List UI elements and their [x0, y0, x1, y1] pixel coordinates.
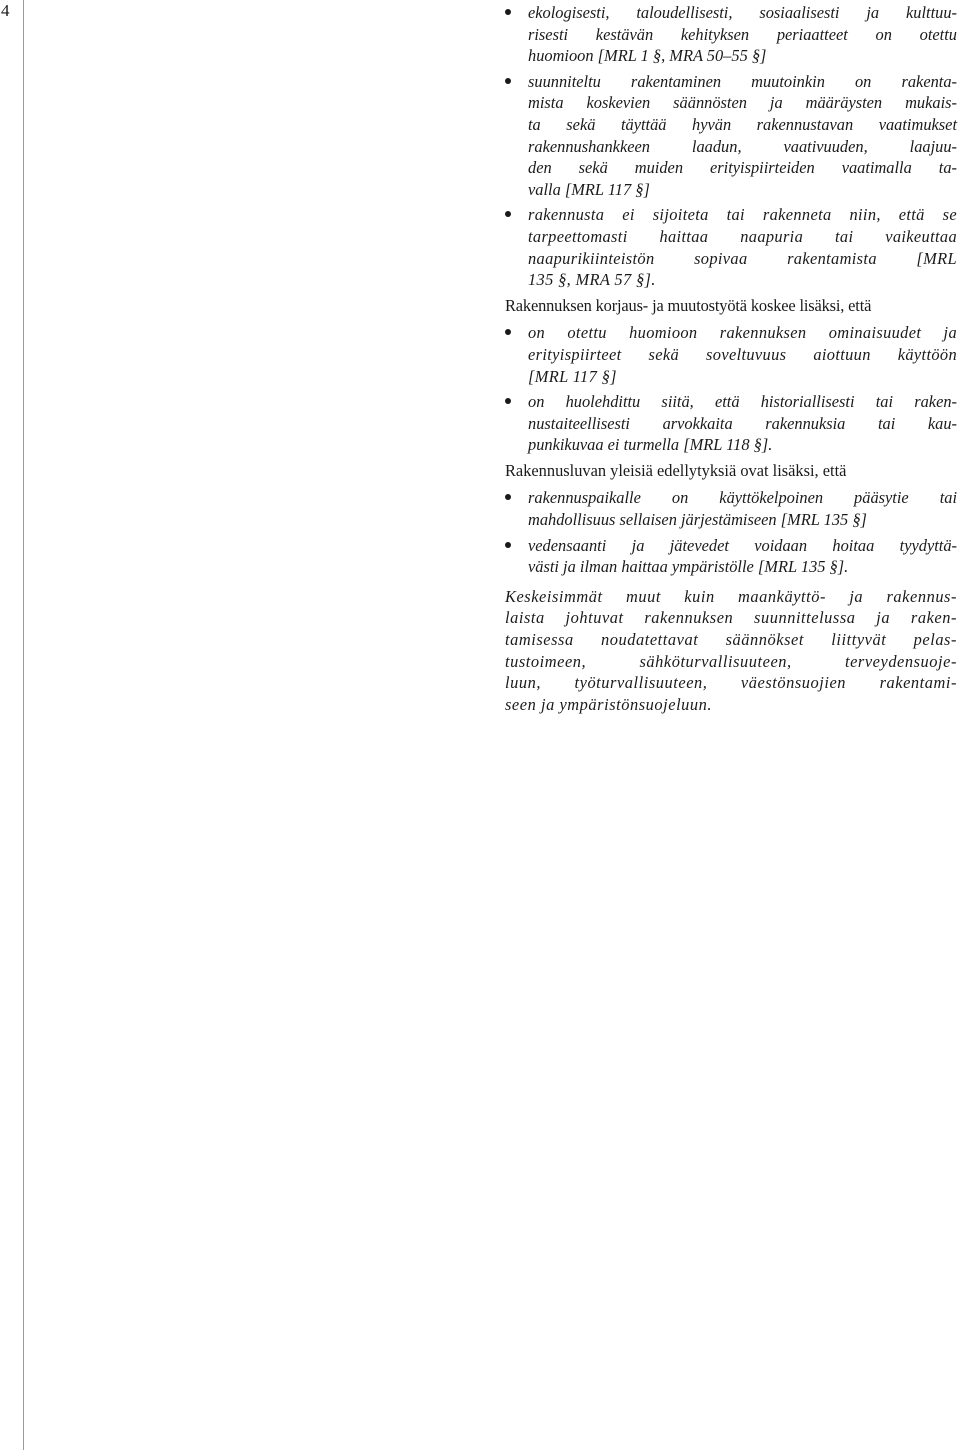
list-item: [505, 322, 957, 387]
text-line: risesti kestävän kehityksen periaatteet on otettu: [528, 24, 957, 44]
text-line: huomioon [MRL 1 §, MRA 50–55 §]: [528, 46, 767, 66]
text-line: on otettu huomioon rakennuksen ominaisuudet ja: [528, 323, 957, 343]
bullet-icon: [505, 494, 511, 500]
list-item: [505, 391, 957, 456]
text-line: erityispiirteet sekä soveltuvuus aiottuun käyttöön: [528, 344, 957, 364]
list-item: [505, 535, 957, 578]
text-line: suunniteltu rakentaminen muutoinkin on rakenta-: [528, 71, 957, 91]
list-item: [505, 487, 957, 530]
text-line: tustoimeen, sähköturvallisuuteen, terveydensuoje-: [505, 651, 957, 671]
margin-rule: [23, 0, 24, 1450]
text-line: nustaiteellisesti arvokkaita rakennuksia tai kau-: [528, 413, 957, 433]
paragraph: [505, 460, 957, 482]
text-line: rakennusta ei sijoiteta tai rakenneta niin, että se: [528, 205, 957, 225]
text-line: punkikuvaa ei turmella [MRL 118 §].: [528, 435, 773, 455]
text-line: västi ja ilman haittaa ympäristölle [MRL 135 §].: [528, 557, 849, 577]
bullet-icon: [505, 9, 511, 15]
list-item: [505, 2, 957, 67]
text-line: mahdollisuus sellaisen järjestämiseen [MRL 135 §]: [528, 510, 867, 530]
bullet-icon: [505, 329, 511, 335]
text-line: Keskeisimmät muut kuin maankäyttö- ja rakennus-: [505, 586, 957, 606]
text-line: [MRL 117 §]: [528, 366, 617, 386]
text-line: ta sekä täyttää hyvän rakennustavan vaatimukset: [528, 114, 957, 134]
text-line: ekologisesti, taloudellisesti, sosiaalisesti ja kulttuu-: [528, 3, 957, 22]
text-line: den sekä muiden erityispiirteiden vaatimalla ta-: [528, 158, 957, 178]
text-line: Rakennuksen korjaus- ja muutostyötä koskee lisäksi, että: [505, 295, 872, 315]
text-line: rakennuspaikalle on käyttökelpoinen pääsytie tai: [528, 488, 957, 508]
list-item: [505, 71, 957, 201]
bullet-icon: [505, 211, 511, 217]
text-line: vedensaanti ja jätevedet voidaan hoitaa tyydyttä-: [528, 535, 957, 555]
text-line: laista johtuvat rakennuksen suunnittelussa ja raken-: [505, 608, 957, 628]
text-line: valla [MRL 117 §]: [528, 179, 650, 199]
text-line: Rakennusluvan yleisiä edellytyksiä ovat lisäksi, että: [505, 460, 847, 480]
text-line: tamisessa noudatettavat säännökset liittyvät pelas-: [505, 630, 957, 650]
text-line: tarpeettomasti haittaa naapuria tai vaikeuttaa: [528, 226, 957, 246]
text-line: rakennushankkeen laadun, vaativuuden, laajuu-: [528, 136, 957, 156]
text-column: [505, 2, 957, 721]
paragraph: [505, 586, 957, 716]
text-line: 135 §, MRA 57 §].: [528, 270, 656, 290]
text-line: luun, työturvallisuuteen, väestönsuojien rakentami-: [505, 673, 957, 693]
text-line: on huolehdittu siitä, että historiallisesti tai raken-: [528, 392, 957, 412]
text-line: naapurikiinteistön sopivaa rakentamista [MRL: [528, 248, 957, 268]
paragraph: [505, 295, 957, 317]
page-number: 4: [1, 1, 10, 20]
text-line: seen ja ympäristönsuojeluun.: [505, 694, 713, 714]
text-line: mista koskevien säännösten ja määräysten mukais-: [528, 93, 957, 113]
list-item: [505, 204, 957, 290]
bullet-icon: [505, 78, 511, 84]
bullet-icon: [505, 398, 511, 404]
bullet-icon: [505, 542, 511, 548]
